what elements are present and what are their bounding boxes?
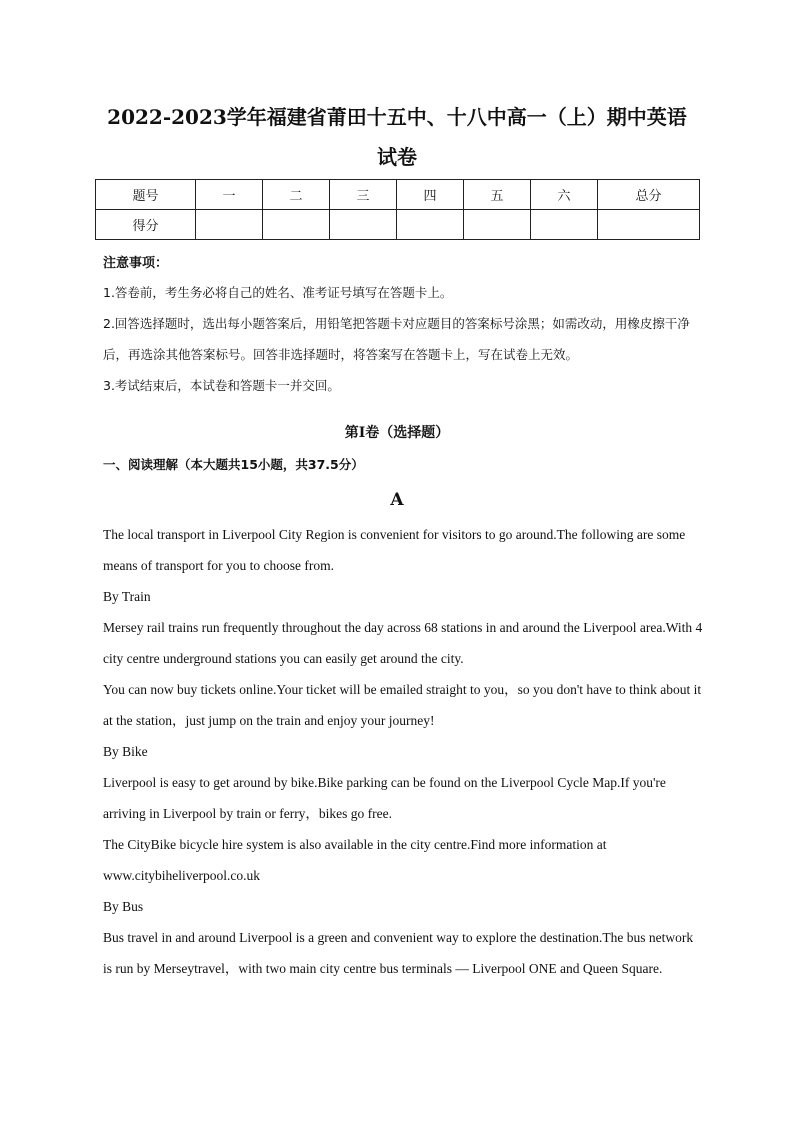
passage-paragraph: The local transport in Liverpool City Region is convenient for visitors to go around.The following are some means of transport for you to choose from. — [103, 527, 686, 573]
header-cell-question-number: 题号 — [96, 180, 196, 210]
score-table-header-row — [96, 180, 700, 210]
header-cell-total: 总分 — [598, 180, 700, 210]
passage-subheading: By Bike — [103, 744, 148, 759]
score-table — [95, 179, 700, 240]
header-cell-section-4: 四 — [397, 180, 464, 210]
passage-paragraph: You can now buy tickets online.Your ticket will be emailed straight to you，so you don't have to think about it at the station，just jump on the train and enjoy your journey! — [103, 682, 702, 728]
note-item-2: 2.回答选择题时，选出每小题答案后，用铅笔把答题卡对应题目的答案标号涂黑；如需改动，用橡皮擦干净后，再选涂其他答案标号。回答非选择题时，将答案写在答题卡上，写在试卷上无效。 — [103, 316, 690, 362]
score-row-label: 得分 — [96, 210, 196, 240]
part-heading: 一、阅读理解（本大题共15小题，共37.5分） — [103, 457, 364, 472]
header-cell-section-5: 五 — [464, 180, 531, 210]
header-cell-section-1: 一 — [196, 180, 263, 210]
score-cell[interactable] — [330, 210, 397, 240]
score-cell[interactable] — [263, 210, 330, 240]
header-cell-section-3: 三 — [330, 180, 397, 210]
score-cell[interactable] — [196, 210, 263, 240]
note-item-3: 3.考试结束后，本试卷和答题卡一并交回。 — [103, 378, 340, 393]
passage-subheading: By Train — [103, 589, 151, 604]
header-cell-section-6: 六 — [531, 180, 598, 210]
score-cell-total[interactable] — [598, 210, 700, 240]
header-cell-section-2: 二 — [263, 180, 330, 210]
section-title: 第I卷（选择题） — [344, 425, 450, 441]
passage-letter: A — [390, 490, 404, 510]
passage-subheading: By Bus — [103, 899, 144, 914]
page-title: 2022-2023学年福建省莆田十五中、十八中高一（上）期中英语 — [107, 105, 687, 129]
notes-heading: 注意事项： — [103, 256, 169, 271]
score-cell[interactable] — [531, 210, 598, 240]
passage-body — [103, 519, 703, 984]
note-item-1: 1.答卷前，考生务必将自己的姓名、准考证号填写在答题卡上。 — [103, 285, 453, 300]
score-table-score-row — [96, 210, 700, 240]
score-cell[interactable] — [464, 210, 531, 240]
score-cell[interactable] — [397, 210, 464, 240]
passage-paragraph: The CityBike bicycle hire system is also available in the city centre.Find more information at www.citybiheliverpool.co.uk — [103, 837, 607, 883]
passage-paragraph: Mersey rail trains run frequently throughout the day across 68 stations in and around the Liverpool area.With 4 city centre underground stations you can easily get around the city. — [103, 620, 703, 666]
passage-paragraph: Liverpool is easy to get around by bike.Bike parking can be found on the Liverpool Cycle Map.If you're arriving in Liverpool by train or ferry，bikes go free. — [103, 775, 666, 821]
passage-paragraph: Bus travel in and around Liverpool is a green and convenient way to explore the destination.The bus network is run by Merseytravel，with two main city centre bus terminals — Liverpool ONE and Queen Square. — [103, 930, 694, 976]
page-title-continued: 试卷 — [377, 145, 417, 169]
